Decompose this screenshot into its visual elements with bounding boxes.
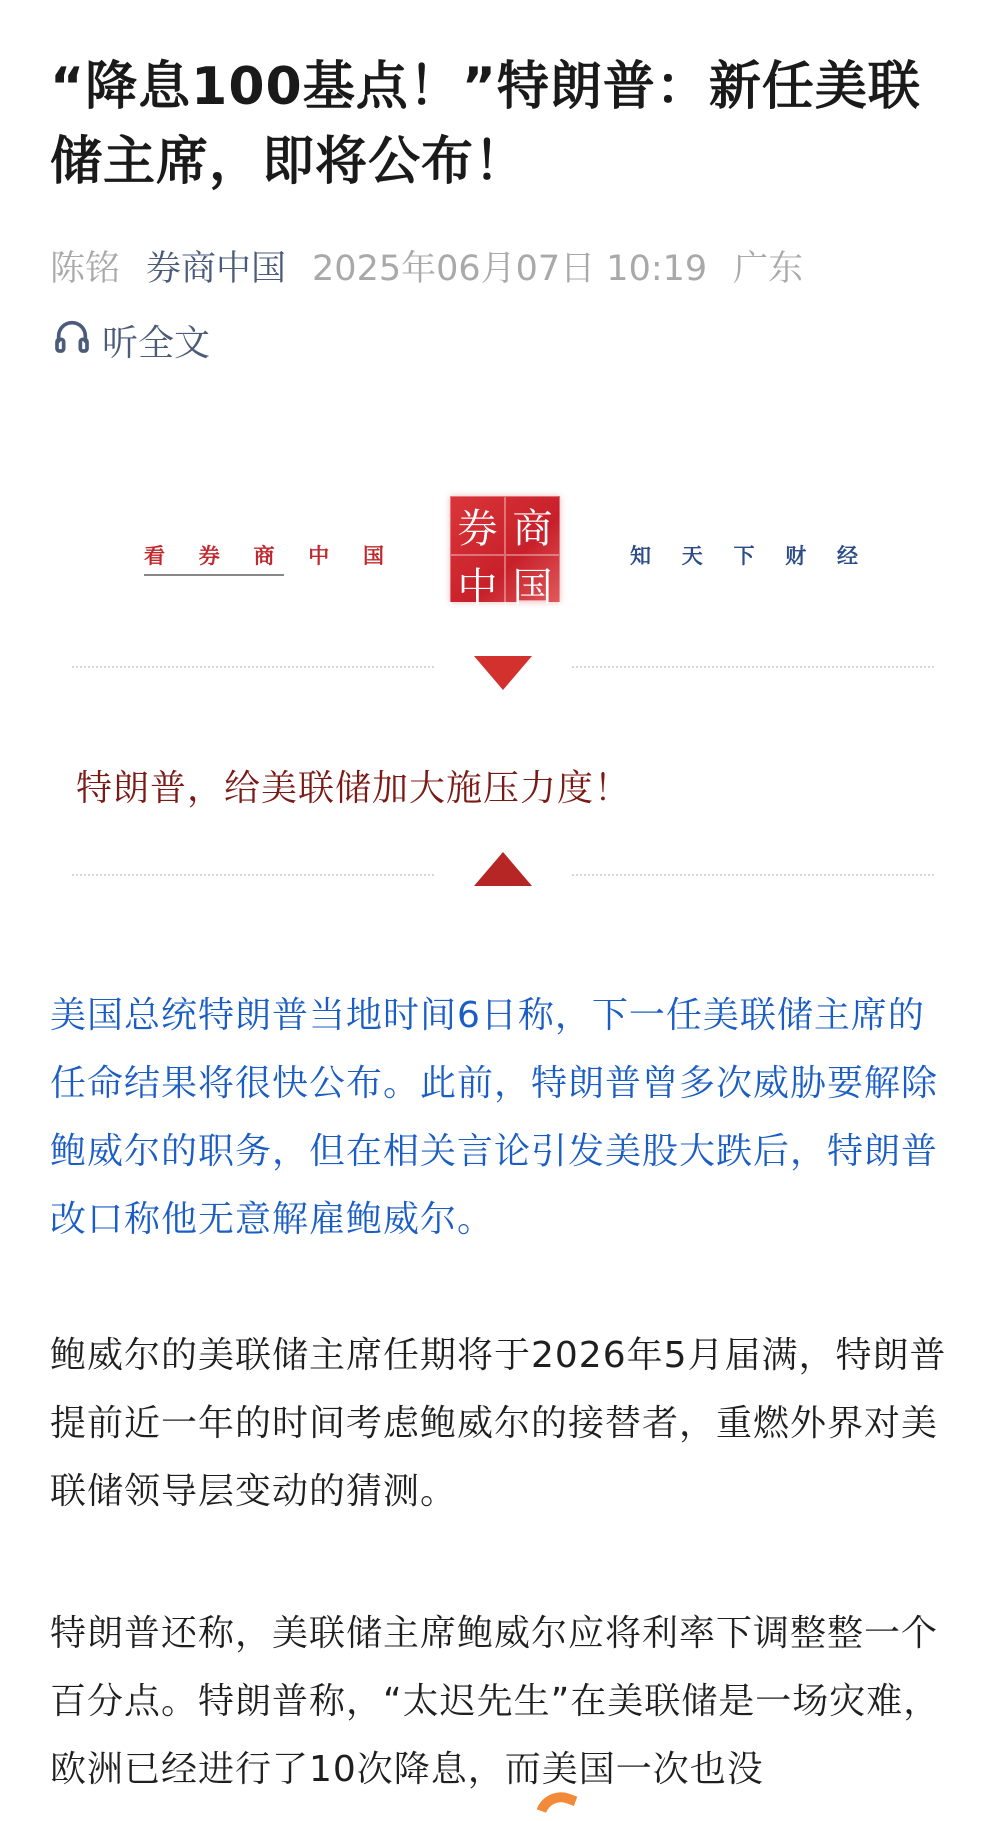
banner-char: 中 bbox=[308, 544, 330, 568]
banner-char: 券 bbox=[198, 544, 220, 568]
headphones-icon bbox=[52, 316, 92, 365]
author-name: 陈铭 bbox=[50, 249, 121, 289]
article-title: “降息100基点！”特朗普：新任美联储主席，即将公布！ bbox=[50, 57, 921, 192]
banner-slogan-right bbox=[630, 540, 858, 570]
banner-slogan-left bbox=[144, 540, 384, 570]
article-meta bbox=[50, 240, 803, 292]
publish-location: 广东 bbox=[733, 249, 804, 289]
logo-char: 中 bbox=[450, 555, 505, 614]
logo-char: 商 bbox=[505, 496, 560, 555]
dotted-divider bbox=[72, 874, 434, 876]
banner-char: 商 bbox=[253, 544, 275, 568]
logo-char: 国 bbox=[505, 555, 560, 614]
banner-char: 财 bbox=[785, 544, 807, 568]
triangle-down-icon bbox=[474, 656, 532, 690]
banner-char: 知 bbox=[630, 544, 651, 568]
body-paragraph: 特朗普还称，美联储主席鲍威尔应将利率下调整整一个百分点。特朗普称，“太迟先生”在美联储是一场灾难，欧洲已经进行了10次降息，而美国一次也没 bbox=[50, 1613, 941, 1790]
triangle-up-icon bbox=[474, 852, 532, 886]
dotted-divider bbox=[572, 666, 934, 668]
section-heading: 特朗普，给美联储加大施压力度！ bbox=[76, 768, 632, 809]
banner-char: 国 bbox=[363, 544, 384, 568]
source-link[interactable]: 券商中国 bbox=[146, 249, 287, 289]
banner-char: 经 bbox=[837, 544, 858, 568]
dotted-divider bbox=[572, 874, 934, 876]
dotted-divider bbox=[72, 666, 434, 668]
publish-datetime: 2025年06月07日 10:19 bbox=[312, 249, 708, 289]
body-paragraph: 鲍威尔的美联储主席任期将于2026年5月届满，特朗普提前近一年的时间考虑鲍威尔的接替者，重燃外界对美联储领导层变动的猜测。 bbox=[50, 1335, 947, 1512]
banner-underline bbox=[144, 574, 284, 576]
logo-char: 券 bbox=[450, 496, 505, 555]
brand-logo bbox=[450, 496, 560, 611]
listen-label: 听全文 bbox=[102, 322, 211, 364]
lead-paragraph: 美国总统特朗普当地时间6日称，下一任美联储主席的任命结果将很快公布。此前，特朗普曾多次威胁要解除鲍威尔的职务，但在相关言论引发美股大跌后，特朗普改口称他无意解雇鲍威尔。 bbox=[50, 995, 939, 1240]
banner-char: 天 bbox=[681, 544, 703, 568]
banner-char: 看 bbox=[144, 544, 165, 568]
banner-char: 下 bbox=[733, 544, 755, 568]
listen-full-text-button[interactable] bbox=[52, 312, 210, 368]
